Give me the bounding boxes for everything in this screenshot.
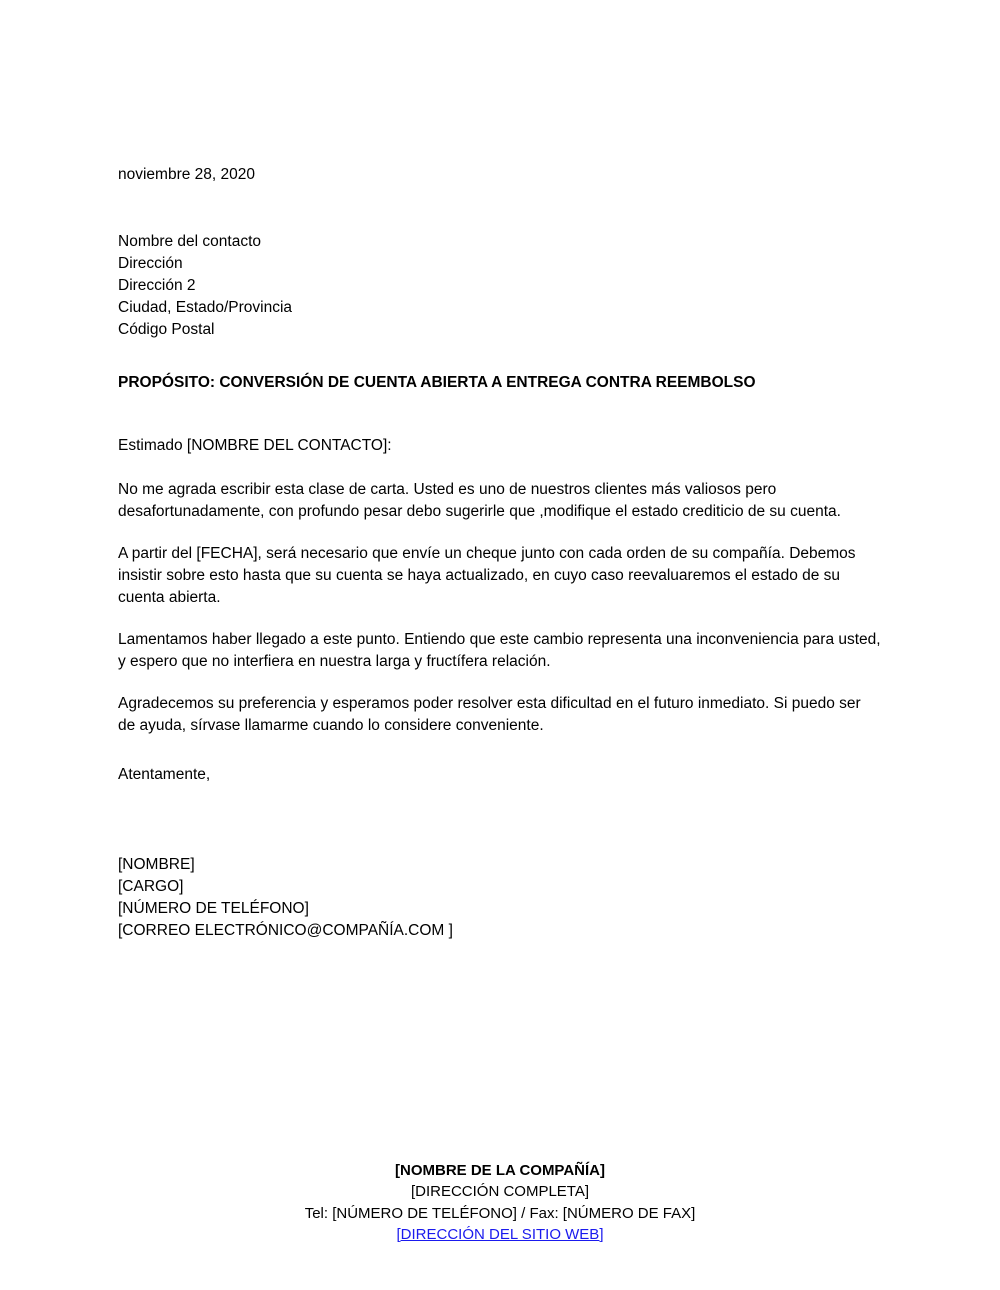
- footer-contact: Tel: [NÚMERO DE TELÉFONO] / Fax: [NÚMERO DE FAX]: [304, 1204, 696, 1222]
- recipient-line-1: Nombre del contacto: [118, 233, 262, 251]
- recipient-address-block: [118, 231, 882, 341]
- footer-website-text[interactable]: [DIRECCIÓN DEL SITIO WEB]: [396, 1225, 604, 1243]
- letter-paragraph-3: Lamentamos haber llegado a este punto. Entiendo que este cambio representa una inconveniencia para usted, y espero que no interfiera en nuestra larga y fructífera relación.: [118, 631, 881, 671]
- signature-email: [CORREO ELECTRÓNICO@COMPAÑÍA.COM ]: [118, 922, 453, 940]
- footer-company-name: [NOMBRE DE LA COMPAÑÍA]: [395, 1162, 605, 1179]
- recipient-line-5: Código Postal: [118, 321, 215, 339]
- letter-paragraph-1: No me agrada escribir esta clase de carta. Usted es uno de nuestros clientes más valiosos pero desafortunadamente, con profundo pesar debo sugerirle que ,modifique el estado crediticio de su cuenta.: [118, 481, 841, 521]
- signature-title: [CARGO]: [118, 878, 184, 896]
- recipient-line-4: Ciudad, Estado/Provincia: [118, 299, 293, 317]
- letter-closing: Atentamente,: [118, 766, 211, 784]
- signature-block: [118, 854, 882, 942]
- signature-name: [NOMBRE]: [118, 856, 195, 874]
- recipient-line-3: Dirección 2: [118, 277, 196, 295]
- footer-address: [DIRECCIÓN COMPLETA]: [410, 1183, 590, 1201]
- letter-subject: PROPÓSITO: CONVERSIÓN DE CUENTA ABIERTA A ENTREGA CONTRA REEMBOLSO: [118, 374, 756, 392]
- footer-website-link[interactable]: [0, 1224, 1000, 1245]
- letter-paragraph-4: Agradecemos su preferencia y esperamos poder resolver esta dificultad en el futuro inmediato. Si puedo ser de ayuda, sírvase llamarme cuando lo considere conveniente.: [118, 695, 861, 735]
- page-footer: [0, 1160, 1000, 1245]
- letter-body: [118, 165, 882, 942]
- recipient-line-2: Dirección: [118, 255, 183, 273]
- letter-paragraph-2: A partir del [FECHA], será necesario que envíe un cheque junto con cada orden de su compañía. Debemos insistir sobre esto hasta que su cuenta se haya actualizado, en cuyo caso reevaluaremos el estado de su cuenta abierta.: [118, 545, 856, 607]
- letter-date: noviembre 28, 2020: [118, 166, 256, 183]
- letter-salutation: Estimado [NOMBRE DEL CONTACTO]:: [118, 437, 392, 455]
- signature-phone: [NÚMERO DE TELÉFONO]: [118, 900, 309, 918]
